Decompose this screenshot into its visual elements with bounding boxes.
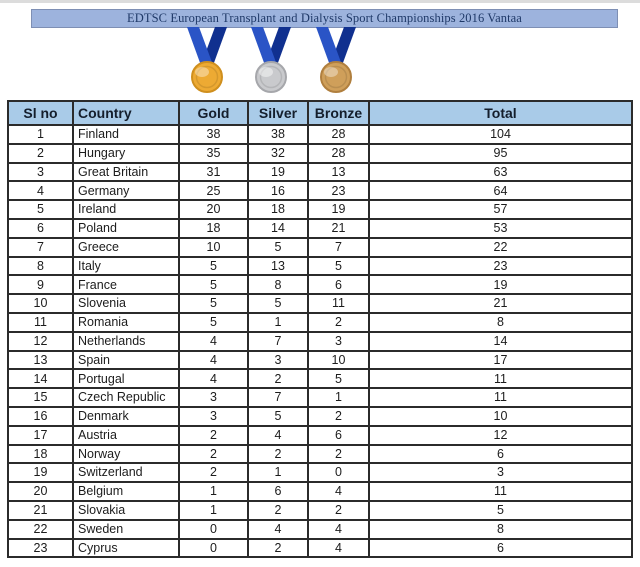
cell-total: 63 <box>369 163 632 182</box>
cell-silver: 4 <box>248 426 308 445</box>
cell-gold: 38 <box>179 125 248 144</box>
cell-country: Denmark <box>73 407 179 426</box>
cell-silver: 5 <box>248 294 308 313</box>
cell-silver: 1 <box>248 313 308 332</box>
cell-silver: 32 <box>248 144 308 163</box>
cell-total: 6 <box>369 539 632 558</box>
medal-standings-table <box>7 100 633 558</box>
table-row <box>8 200 632 219</box>
table-header-row <box>8 101 632 125</box>
cell-silver: 2 <box>248 445 308 464</box>
cell-bronze: 4 <box>308 539 369 558</box>
cell-total: 22 <box>369 238 632 257</box>
cell-silver: 18 <box>248 200 308 219</box>
cell-total: 11 <box>369 369 632 388</box>
cell-sl-no: 20 <box>8 482 73 501</box>
cell-silver: 3 <box>248 351 308 370</box>
table-row <box>8 463 632 482</box>
table-row <box>8 125 632 144</box>
cell-bronze: 28 <box>308 125 369 144</box>
cell-gold: 4 <box>179 351 248 370</box>
medal-icons <box>0 27 640 95</box>
cell-total: 21 <box>369 294 632 313</box>
cell-country: Sweden <box>73 520 179 539</box>
cell-country: Ireland <box>73 200 179 219</box>
cell-silver: 2 <box>248 369 308 388</box>
cell-country: France <box>73 275 179 294</box>
cell-gold: 2 <box>179 426 248 445</box>
cell-gold: 3 <box>179 388 248 407</box>
cell-silver: 7 <box>248 332 308 351</box>
cell-total: 5 <box>369 501 632 520</box>
cell-total: 19 <box>369 275 632 294</box>
cell-bronze: 3 <box>308 332 369 351</box>
cell-country: Poland <box>73 219 179 238</box>
cell-bronze: 23 <box>308 181 369 200</box>
cell-gold: 1 <box>179 482 248 501</box>
cell-gold: 35 <box>179 144 248 163</box>
cell-country: Romania <box>73 313 179 332</box>
cell-gold: 5 <box>179 275 248 294</box>
table-row <box>8 426 632 445</box>
header-silver: Silver <box>248 101 308 125</box>
cell-gold: 5 <box>179 313 248 332</box>
cell-sl-no: 9 <box>8 275 73 294</box>
cell-bronze: 6 <box>308 426 369 445</box>
cell-silver: 13 <box>248 257 308 276</box>
cell-total: 23 <box>369 257 632 276</box>
cell-total: 14 <box>369 332 632 351</box>
header-total: Total <box>369 101 632 125</box>
cell-sl-no: 16 <box>8 407 73 426</box>
table-row <box>8 294 632 313</box>
cell-total: 104 <box>369 125 632 144</box>
table-row <box>8 388 632 407</box>
cell-silver: 1 <box>248 463 308 482</box>
table-row <box>8 539 632 558</box>
cell-sl-no: 11 <box>8 313 73 332</box>
cell-country: Hungary <box>73 144 179 163</box>
silver-medal-icon <box>243 27 299 95</box>
cell-bronze: 0 <box>308 463 369 482</box>
table-row <box>8 163 632 182</box>
cell-country: Czech Republic <box>73 388 179 407</box>
cell-gold: 5 <box>179 257 248 276</box>
cell-sl-no: 15 <box>8 388 73 407</box>
table-row <box>8 144 632 163</box>
cell-sl-no: 14 <box>8 369 73 388</box>
page-top-border <box>0 0 640 3</box>
cell-country: Spain <box>73 351 179 370</box>
header-country: Country <box>73 101 179 125</box>
cell-sl-no: 1 <box>8 125 73 144</box>
cell-bronze: 2 <box>308 501 369 520</box>
cell-country: Switzerland <box>73 463 179 482</box>
table-row <box>8 520 632 539</box>
header-sl-no: Sl no <box>8 101 73 125</box>
cell-total: 64 <box>369 181 632 200</box>
cell-bronze: 11 <box>308 294 369 313</box>
cell-silver: 2 <box>248 501 308 520</box>
cell-sl-no: 8 <box>8 257 73 276</box>
table-row <box>8 482 632 501</box>
page-title: EDTSC European Transplant and Dialysis Sport Championships 2016 Vantaa <box>31 9 618 28</box>
table-row <box>8 275 632 294</box>
cell-country: Portugal <box>73 369 179 388</box>
cell-bronze: 10 <box>308 351 369 370</box>
cell-sl-no: 7 <box>8 238 73 257</box>
cell-sl-no: 19 <box>8 463 73 482</box>
cell-sl-no: 4 <box>8 181 73 200</box>
cell-sl-no: 13 <box>8 351 73 370</box>
cell-total: 3 <box>369 463 632 482</box>
table-row <box>8 407 632 426</box>
cell-bronze: 4 <box>308 482 369 501</box>
cell-total: 11 <box>369 388 632 407</box>
cell-silver: 19 <box>248 163 308 182</box>
cell-bronze: 5 <box>308 257 369 276</box>
cell-gold: 0 <box>179 539 248 558</box>
cell-bronze: 5 <box>308 369 369 388</box>
cell-country: Italy <box>73 257 179 276</box>
table-row <box>8 257 632 276</box>
cell-country: Austria <box>73 426 179 445</box>
cell-silver: 14 <box>248 219 308 238</box>
table-row <box>8 501 632 520</box>
cell-country: Cyprus <box>73 539 179 558</box>
cell-sl-no: 18 <box>8 445 73 464</box>
cell-country: Greece <box>73 238 179 257</box>
cell-silver: 5 <box>248 238 308 257</box>
cell-silver: 6 <box>248 482 308 501</box>
cell-country: Germany <box>73 181 179 200</box>
cell-sl-no: 22 <box>8 520 73 539</box>
cell-gold: 31 <box>179 163 248 182</box>
cell-total: 8 <box>369 520 632 539</box>
table-row <box>8 332 632 351</box>
cell-silver: 8 <box>248 275 308 294</box>
cell-gold: 5 <box>179 294 248 313</box>
cell-bronze: 6 <box>308 275 369 294</box>
table-row <box>8 369 632 388</box>
cell-bronze: 28 <box>308 144 369 163</box>
cell-silver: 38 <box>248 125 308 144</box>
table-row <box>8 351 632 370</box>
cell-country: Norway <box>73 445 179 464</box>
table-row <box>8 181 632 200</box>
cell-sl-no: 6 <box>8 219 73 238</box>
cell-silver: 4 <box>248 520 308 539</box>
cell-gold: 0 <box>179 520 248 539</box>
cell-total: 57 <box>369 200 632 219</box>
cell-total: 11 <box>369 482 632 501</box>
cell-bronze: 2 <box>308 313 369 332</box>
cell-gold: 1 <box>179 501 248 520</box>
gold-medal-icon <box>179 27 235 95</box>
cell-country: Belgium <box>73 482 179 501</box>
cell-bronze: 19 <box>308 200 369 219</box>
cell-bronze: 13 <box>308 163 369 182</box>
header-bronze: Bronze <box>308 101 369 125</box>
cell-gold: 2 <box>179 445 248 464</box>
cell-silver: 2 <box>248 539 308 558</box>
cell-gold: 25 <box>179 181 248 200</box>
bronze-medal-icon <box>308 27 364 95</box>
cell-total: 17 <box>369 351 632 370</box>
cell-sl-no: 17 <box>8 426 73 445</box>
cell-bronze: 4 <box>308 520 369 539</box>
cell-gold: 20 <box>179 200 248 219</box>
cell-sl-no: 21 <box>8 501 73 520</box>
cell-sl-no: 5 <box>8 200 73 219</box>
cell-country: Slovakia <box>73 501 179 520</box>
header-gold: Gold <box>179 101 248 125</box>
cell-country: Finland <box>73 125 179 144</box>
cell-sl-no: 23 <box>8 539 73 558</box>
cell-bronze: 2 <box>308 445 369 464</box>
cell-gold: 4 <box>179 332 248 351</box>
cell-bronze: 2 <box>308 407 369 426</box>
cell-sl-no: 12 <box>8 332 73 351</box>
cell-sl-no: 10 <box>8 294 73 313</box>
cell-gold: 3 <box>179 407 248 426</box>
cell-country: Great Britain <box>73 163 179 182</box>
cell-total: 12 <box>369 426 632 445</box>
cell-bronze: 1 <box>308 388 369 407</box>
cell-gold: 18 <box>179 219 248 238</box>
cell-total: 10 <box>369 407 632 426</box>
cell-country: Slovenia <box>73 294 179 313</box>
cell-total: 8 <box>369 313 632 332</box>
cell-gold: 2 <box>179 463 248 482</box>
table-row <box>8 445 632 464</box>
cell-country: Netherlands <box>73 332 179 351</box>
table-row <box>8 313 632 332</box>
table-row <box>8 219 632 238</box>
cell-total: 53 <box>369 219 632 238</box>
cell-silver: 16 <box>248 181 308 200</box>
cell-sl-no: 2 <box>8 144 73 163</box>
cell-bronze: 21 <box>308 219 369 238</box>
cell-gold: 4 <box>179 369 248 388</box>
table-row <box>8 238 632 257</box>
cell-bronze: 7 <box>308 238 369 257</box>
cell-silver: 5 <box>248 407 308 426</box>
cell-silver: 7 <box>248 388 308 407</box>
cell-total: 95 <box>369 144 632 163</box>
cell-gold: 10 <box>179 238 248 257</box>
cell-total: 6 <box>369 445 632 464</box>
cell-sl-no: 3 <box>8 163 73 182</box>
